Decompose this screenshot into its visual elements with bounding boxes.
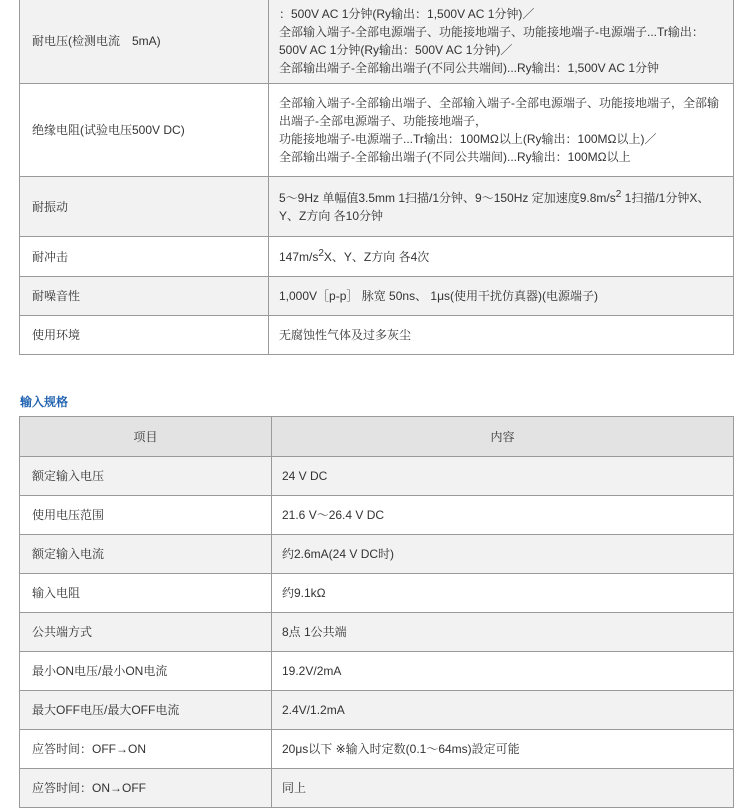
value-line: 出端子-全部电源端子、功能接地端子，: [279, 114, 487, 128]
table-row: [20, 177, 734, 237]
value-line: 全部输出端子-全部输出端子(不同公共端间)...Ry输出：1,500V AC 1分钟: [279, 60, 660, 75]
row-label: 耐噪音性: [20, 277, 269, 316]
row-value: 20μs以下 ※输入时定数(0.1～64ms)設定可能: [272, 730, 734, 769]
row-value: 约9.1kΩ: [272, 574, 734, 613]
table-row: [20, 496, 734, 535]
row-label: 公共端方式: [20, 613, 272, 652]
value-text: 5～9Hz 单幅值3.5mm 1扫描/1分钟、9～150Hz 定加速度9.8m/s: [279, 190, 616, 205]
row-label: 额定输入电压: [20, 457, 272, 496]
table-row: [20, 574, 734, 613]
table-row: [20, 691, 734, 730]
row-value: 8点 1公共端: [272, 613, 734, 652]
row-value: 约2.6mA(24 V DC时): [272, 535, 734, 574]
environment-spec-table: [19, 0, 734, 355]
row-value: 同上: [272, 769, 734, 808]
table-row: [20, 457, 734, 496]
row-label: 绝缘电阻(试验电压500V DC): [20, 84, 269, 177]
table-row: [20, 613, 734, 652]
row-value: 1,000V［p-p］ 脉宽 50ns、 1μs(使用干扰仿真器)(电源端子): [269, 277, 734, 316]
table-row: [20, 535, 734, 574]
row-label: 使用电压范围: [20, 496, 272, 535]
row-value: [269, 237, 734, 277]
table-header-row: [20, 417, 734, 457]
value-line: 全部输入端子-全部输出端子、全部输入端子-全部电源端子、功能接地端子，全部输: [279, 96, 719, 110]
section-title: 输入规格: [20, 395, 69, 409]
row-label: 应答时间：OFF→ON: [20, 730, 272, 769]
row-label: 最小ON电压/最小ON电流: [20, 652, 272, 691]
row-label: 耐冲击: [20, 237, 269, 277]
row-value: 2.4V/1.2mA: [272, 691, 734, 730]
table-row: [20, 84, 734, 177]
column-header-item: 项目: [20, 417, 272, 457]
row-label: 应答时间：ON→OFF: [20, 769, 272, 808]
table-row: [20, 277, 734, 316]
row-label: 使用环境: [20, 316, 269, 355]
row-value: [269, 177, 734, 237]
row-value: [269, 84, 734, 177]
value-text: 1扫描/1分钟X、: [621, 190, 710, 205]
table-row: [20, 652, 734, 691]
row-value: [269, 0, 734, 84]
column-header-content: 内容: [272, 417, 734, 457]
row-value: 19.2V/2mA: [272, 652, 734, 691]
value-text: 147m/s: [279, 249, 319, 264]
table-row: [20, 730, 734, 769]
row-label: 耐振动: [20, 177, 269, 237]
row-value: 21.6 V～26.4 V DC: [272, 496, 734, 535]
table-row: [20, 316, 734, 355]
row-label: 额定输入电流: [20, 535, 272, 574]
superscript: 2: [615, 188, 622, 200]
row-label: 输入电阻: [20, 574, 272, 613]
row-value: 无腐蚀性气体及过多灰尘: [269, 316, 734, 355]
value-line: [279, 189, 723, 207]
superscript: 2: [318, 247, 324, 259]
input-spec-table: [19, 416, 734, 808]
value-line: 功能接地端子-电源端子...Tr输出：100MΩ以上(Ry输出：100MΩ以上)／: [279, 132, 657, 146]
value-line: Y、Z方向 各10分钟: [279, 208, 384, 223]
row-value: 24 V DC: [272, 457, 734, 496]
value-line: ：500V AC 1分钟(Ry输出：1,500V AC 1分钟)／: [279, 6, 535, 21]
table-row: [20, 237, 734, 277]
value-line: 500V AC 1分钟(Ry输出：500V AC 1分钟)／: [279, 42, 513, 57]
table-row: [20, 0, 734, 84]
row-label: 最大OFF电压/最大OFF电流: [20, 691, 272, 730]
row-label: 耐电压(检测电流 5mA): [20, 0, 269, 84]
value-text: X、Y、Z方向 各4次: [323, 249, 430, 264]
value-line: 全部输出端子-全部输出端子(不同公共端间)...Ry输出：100MΩ以上: [279, 150, 631, 164]
value-line: 全部输入端子-全部电源端子、功能接地端子、功能接地端子-电源端子...Tr输出：: [279, 24, 704, 39]
